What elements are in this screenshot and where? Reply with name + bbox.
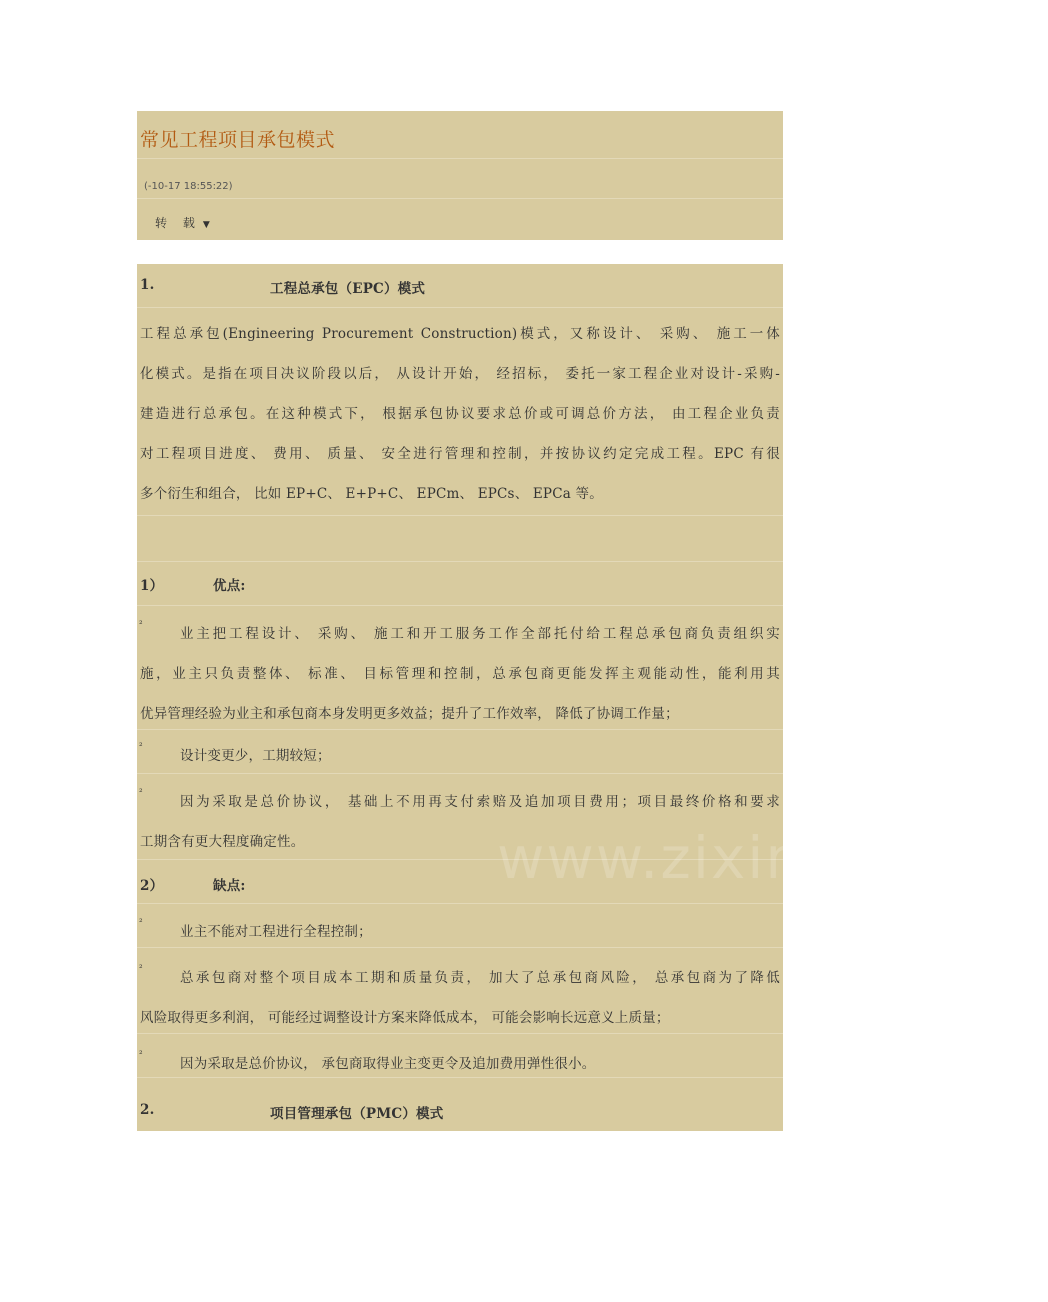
list-item-line: 施，业主只负责整体、 标准、 目标管理和控制，总承包商更能发挥主观能动性，能利用其 [140, 666, 780, 682]
subsection-number: 2） [140, 878, 164, 894]
list-item-line: 总承包商对整个项目成本工期和质量负责， 加大了总承包商风险， 总承包商为了降低 [180, 970, 780, 986]
watermark: www.zixin.com.cn [497, 824, 1048, 892]
subsection-heading-advantages [137, 562, 783, 606]
list-item [137, 606, 783, 730]
list-item-line: 工期含有更大程度确定性。 [140, 834, 305, 850]
epc-paragraph [137, 308, 783, 516]
section-title: 工程总承包（EPC）模式 [270, 281, 426, 297]
subsection-number: 1） [140, 578, 164, 594]
repost-button[interactable]: 转 载 [155, 216, 201, 230]
list-item-line: 风险取得更多利润， 可能经过调整设计方案来降低成本， 可能会影响长远意义上质量； [140, 1010, 670, 1026]
paragraph-line: 建造进行总承包。在这种模式下， 根据承包协议要求总价或可调总价方法， 由工程企业负责 [140, 406, 780, 422]
article-date: (-10-17 18:55:22) [144, 181, 233, 192]
bullet-icon: ² [139, 964, 143, 974]
list-item-line: 因为采取是总价协议， 承包商取得业主变更令及追加费用弹性很小。 [180, 1056, 596, 1072]
list-item-line: 设计变更少，工期较短； [180, 748, 331, 764]
section-number: 1. [140, 277, 155, 293]
list-item-line: 业主不能对工程进行全程控制； [180, 924, 372, 940]
paragraph-line: 化模式。是指在项目决议阶段以后， 从设计开始， 经招标， 委托一家工程企业对设计-采购- [140, 366, 780, 382]
article-title: 常见工程项目承包模式 [140, 129, 336, 151]
list-item [137, 1034, 783, 1078]
list-item-line: 业主把工程设计、 采购、 施工和开工服务工作全部托付给工程总承包商负责组织实 [180, 626, 780, 642]
list-item [137, 948, 783, 1034]
subsection-title: 缺点: [213, 878, 246, 894]
article-body [137, 264, 1048, 1131]
section-heading-pmc [137, 1078, 783, 1131]
subsection-title: 优点: [213, 578, 246, 594]
paragraph-line: 工程总承包(Engineering Procurement Construction)模式，又称设计、 采购、 施工一体 [140, 326, 780, 342]
spacer-row [137, 516, 783, 562]
list-item [137, 774, 783, 860]
section-title: 项目管理承包（PMC）模式 [270, 1106, 444, 1122]
paragraph-line: 对工程项目进度、 费用、 质量、 安全进行管理和控制，并按协议约定完成工程。EPC 有很 [140, 446, 780, 462]
date-row [137, 159, 783, 199]
bullet-icon: ² [139, 918, 143, 928]
bullet-icon: ² [139, 742, 143, 752]
dropdown-arrow-icon[interactable]: ▼ [202, 220, 210, 230]
repost-row [137, 199, 783, 239]
section-number: 2. [140, 1102, 155, 1118]
list-item-line: 优异管理经验为业主和承包商本身发明更多效益；提升了工作效率， 降低了协调工作量； [140, 706, 679, 722]
list-item-line: 因为采取是总价协议， 基础上不用再支付索赔及追加项目费用；项目最终价格和要求 [180, 794, 780, 810]
bullet-icon: ² [139, 1050, 143, 1060]
title-row [137, 111, 783, 159]
list-item [137, 904, 783, 948]
paragraph-line: 多个衍生和组合， 比如 EP+C、 E+P+C、 EPCm、 EPCs、 EPCa 等。 [140, 486, 603, 502]
list-item [137, 730, 783, 774]
article-header [137, 111, 783, 240]
subsection-heading-disadvantages [137, 860, 783, 904]
bullet-icon: ² [139, 620, 143, 630]
section-heading-epc [137, 264, 783, 308]
bullet-icon: ² [139, 788, 143, 798]
